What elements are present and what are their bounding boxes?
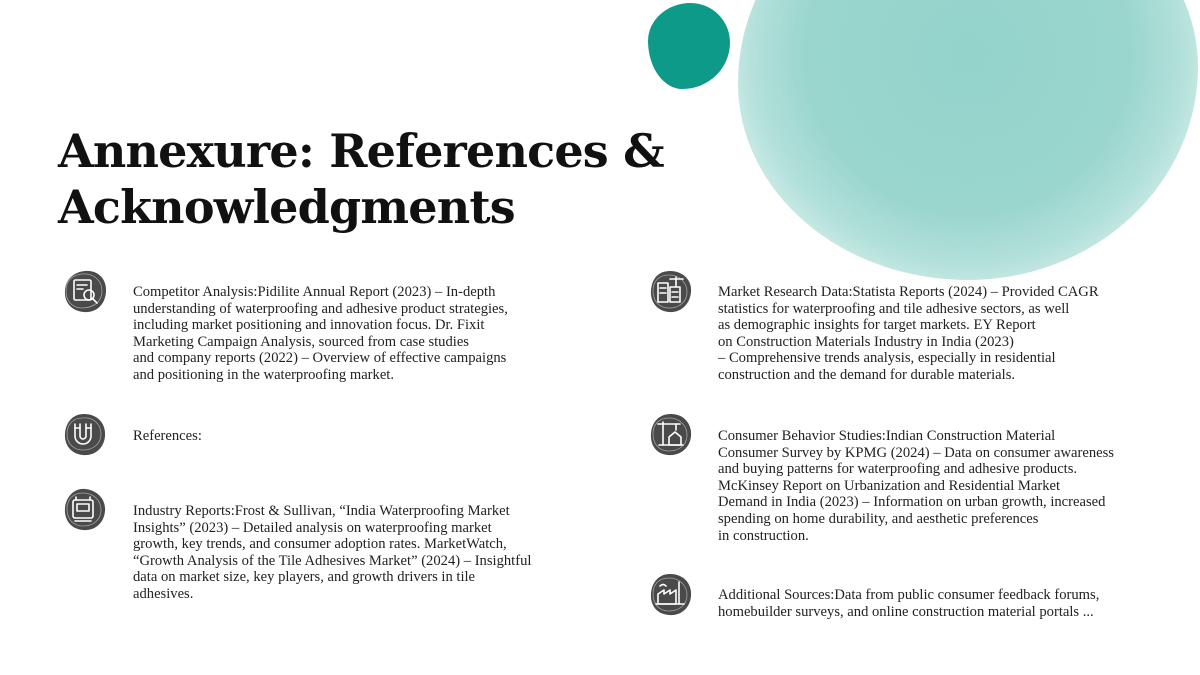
building-construction-icon bbox=[646, 267, 696, 317]
market-research-text: Market Research Data:Statista Reports (2024) – Provided CAGR statistics for waterproofing and tile adhesive sectors, as well as demographic insights for target markets. EY Report on Construction Materials Industry in India (2023) – Comprehensive trends analysis, especially in residential construction and the demand for durable materials. bbox=[718, 284, 1099, 383]
document-magnifier-icon bbox=[60, 267, 110, 317]
industry-reports-text: Industry Reports:Frost & Sullivan, “India Waterproofing Market Insights” (2023) – Detailed analysis on waterproofing market growth, key trends, and consumer adoption rates. MarketWatch, “Growth Analysis of the Tile Adhesives Market” (2024) – Insightful data on market size, key players, and growth drivers in tile adhesives. bbox=[133, 503, 532, 602]
page-title: Annexure: References & Acknowledgments bbox=[58, 124, 664, 234]
consumer-behavior-text: Consumer Behavior Studies:Indian Construction Material Consumer Survey by KPMG (2024) – Data on consumer awareness and buying patterns for waterproofing and adhesive products. McKinsey Report on Urbanization and Residential Market Demand in India (2023) – Information on urban growth, increased spending on home durability, and aesthetic preferences in construction. bbox=[718, 428, 1114, 544]
decorative-teal-blob bbox=[648, 3, 730, 89]
additional-sources-text: Additional Sources:Data from public consumer feedback forums, homebuilder surveys, and online construction material portals ... bbox=[718, 587, 1100, 620]
industrial-landscape-icon bbox=[646, 570, 696, 620]
decorative-soft-blob bbox=[738, 0, 1198, 280]
competitor-analysis-text: Competitor Analysis:Pidilite Annual Report (2023) – In-depth understanding of waterproofing and adhesive product strategies, including market positioning and innovation focus. Dr. Fixit Marketing Campaign Analysis, sourced from case studies and company reports (2022) – Overview of effective campaigns and positioning in the waterproofing market. bbox=[133, 284, 508, 383]
machine-icon bbox=[60, 485, 110, 535]
crane-house-icon bbox=[646, 410, 696, 460]
magnet-icon bbox=[60, 410, 110, 460]
references-label: References: bbox=[133, 428, 202, 444]
